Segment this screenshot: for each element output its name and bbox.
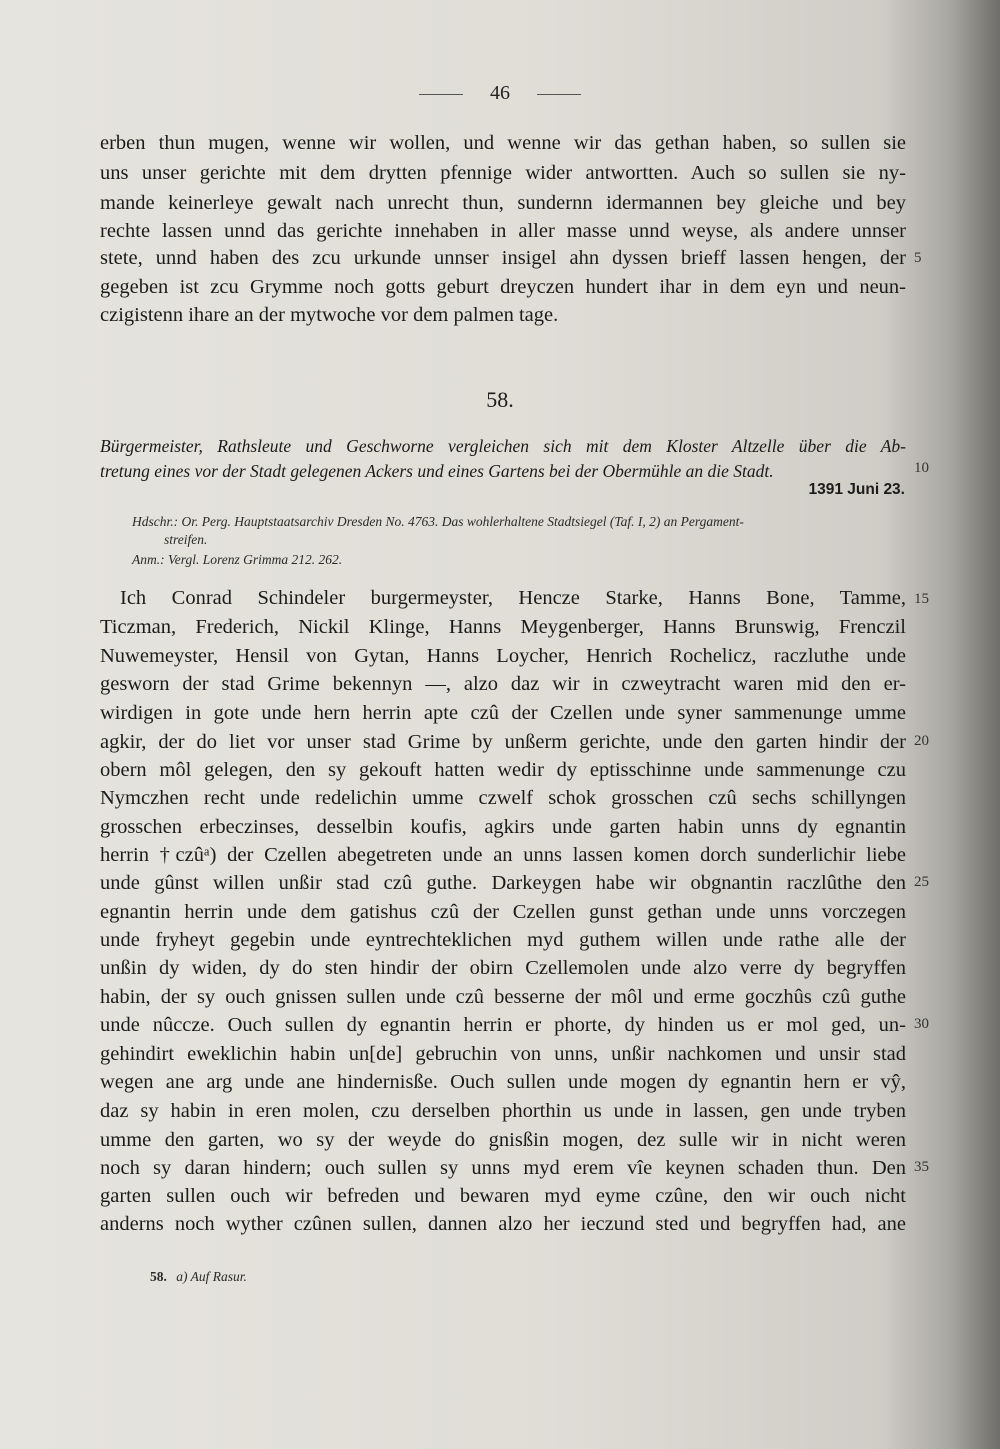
margin-line-number: 15 <box>914 591 929 607</box>
text-line: noch sy daran hindern; ouch sullen sy unns myd erem vîe keynen schaden thun. Den <box>100 1157 906 1179</box>
text-line: Ticzman, Frederich, Nickil Klinge, Hanns Meygenberger, Hanns Brunswig, Frenczil <box>100 616 906 638</box>
text-line: grosschen erbeczinses, desselbin koufis, agkirs unde garten habin unns dy egnantin <box>100 816 906 838</box>
text-line: unßin dy widen, dy do sten hindir der obirn Czellemolen unde alzo verre dy begryffen <box>100 957 906 979</box>
text-line: unde nûcczе. Ouch sullen dy egnantin herrin er phorte, dy hinden us er mol ged, un- <box>100 1014 906 1036</box>
source-note-continued: streifen. <box>164 532 208 547</box>
margin-line-number: 25 <box>914 874 929 890</box>
margin-line-number: 20 <box>914 733 929 749</box>
text-line: erben thun mugen, wenne wir wollen, und wenne wir das gethan haben, so sullen sie <box>100 132 906 154</box>
margin-line-number: 5 <box>914 250 922 266</box>
text-line: gehindirt eweklichin habin un[de] gebruchin von unns, unßir nachkomen und unsir stad <box>100 1043 906 1065</box>
text-line: daz sy habin in eren molen, czu derselben phorthin us unde in lassen, gen unde tryben <box>100 1100 906 1122</box>
text-line: mande keinerleye gewalt nach unrecht thun, sundernn idermannen bey gleiche und bey <box>100 192 906 214</box>
text-line: Ich Conrad Schindeler burgermeyster, Hencze Starke, Hanns Bone, Tamme, <box>120 587 906 609</box>
text-line: unde fryheyt gegebin unde eyntrechteklichen myd guthem willen unde rathe alle der <box>100 929 906 951</box>
text-line: uns unser gerichte mit dem drytten pfennige wider antwortten. Auch so sullen sie ny- <box>100 162 906 184</box>
text-line: anderns noch wyther czûnen sullen, dannen alzo her ieczund sted und begryffen had, ane <box>100 1213 906 1235</box>
regest-line: Bürgermeister, Rathsleute und Geschworne vergleichen sich mit dem Kloster Altzelle über die Ab- <box>100 436 906 456</box>
source-note: Hdschr.: Or. Perg. Hauptstaatsarchiv Dresden No. 4763. Das wohlerhaltene Stadtsiegel (Taf. I, 2) an Pergament- <box>132 514 744 529</box>
text-line: unde gûnst willen unßir stad czû guthe. Darkeygen habe wir obgnantin raczlûthe den <box>100 872 906 894</box>
margin-line-number: 35 <box>914 1159 929 1175</box>
text-line: wirdigen in gote unde hern herrin apte czû der Czellen unde syner sammenunge umme <box>100 702 906 724</box>
page-header <box>0 82 1000 105</box>
text-line: obern môl gelegen, den sy gekouft hatten wedir dy eptisschinne unde sammenunge czu <box>100 759 906 781</box>
regest-line: tretung eines vor der Stadt gelegenen Ackers und eines Gartens bei der Obermühle an die Stadt. <box>100 461 774 481</box>
text-line: Nymczhen recht unde redelichin umme czwelf schok grosschen czû sechs schillyngen <box>100 787 906 809</box>
text-line: wegen ane arg unde ane hindernisße. Ouch sullen unde mogen dy egnantin hern er vŷ, <box>100 1071 906 1093</box>
text-line: agkir, der do liet vor unser stad Grime by unßerm gerichte, unde den garten hindir der <box>100 731 906 753</box>
annotation-note: Anm.: Vergl. Lorenz Grimma 212. 262. <box>132 552 343 567</box>
page-number: 46 <box>490 82 510 104</box>
header-rule-left <box>419 94 463 95</box>
text-line: stete, unnd haben des zcu urkunde unnser insigel ahn dyssen brieff lassen hengen, der <box>100 247 906 269</box>
footnote-text: a) Auf Rasur. <box>176 1269 247 1284</box>
footnote-number: 58. <box>150 1269 167 1284</box>
text-line: habin, der sy ouch gnissen sullen unde czû besserne der môl und erme goczhûs czû guthe <box>100 986 906 1008</box>
text-line: gesworn der stad Grime bekennyn —, alzo daz wir in czweytracht waren mid den er- <box>100 673 906 695</box>
text-line: garten sullen ouch wir befreden und bewaren myd eyme czûne, den wir ouch nicht <box>100 1185 906 1207</box>
header-rule-right <box>537 94 581 95</box>
text-line: Nuwemeyster, Hensil von Gytan, Hanns Loycher, Henrich Rochelicz, raczluthe unde <box>100 645 906 667</box>
text-line: egnantin herrin unde dem gatishus czû der Czellen gunst gethan unde unns vorczegen <box>100 901 906 923</box>
text-line: umme den garten, wo sy der weyde do gnisßin mogen, dez sulle wir in nicht weren <box>100 1129 906 1151</box>
text-line: rechte lassen unnd das gerichte innehaben in aller masse unnd weyse, als andere unnser <box>100 220 906 242</box>
margin-line-number: 10 <box>914 460 929 476</box>
text-line: herrin †czûᵃ) der Czellen abegetreten unde an unns lassen komen dorch sunderlichir liebe <box>100 844 906 866</box>
margin-line-number: 30 <box>914 1016 929 1032</box>
text-line: czigistenn ihare an der mytwoche vor dem palmen tage. <box>100 304 559 326</box>
document-date: 1391 Juni 23. <box>808 481 905 498</box>
footnote <box>150 1269 247 1285</box>
text-line: gegeben ist zcu Grymme noch gotts geburt dreyczen hundert ihar in dem eyn und neun- <box>100 276 906 298</box>
document-number: 58. <box>486 387 514 412</box>
